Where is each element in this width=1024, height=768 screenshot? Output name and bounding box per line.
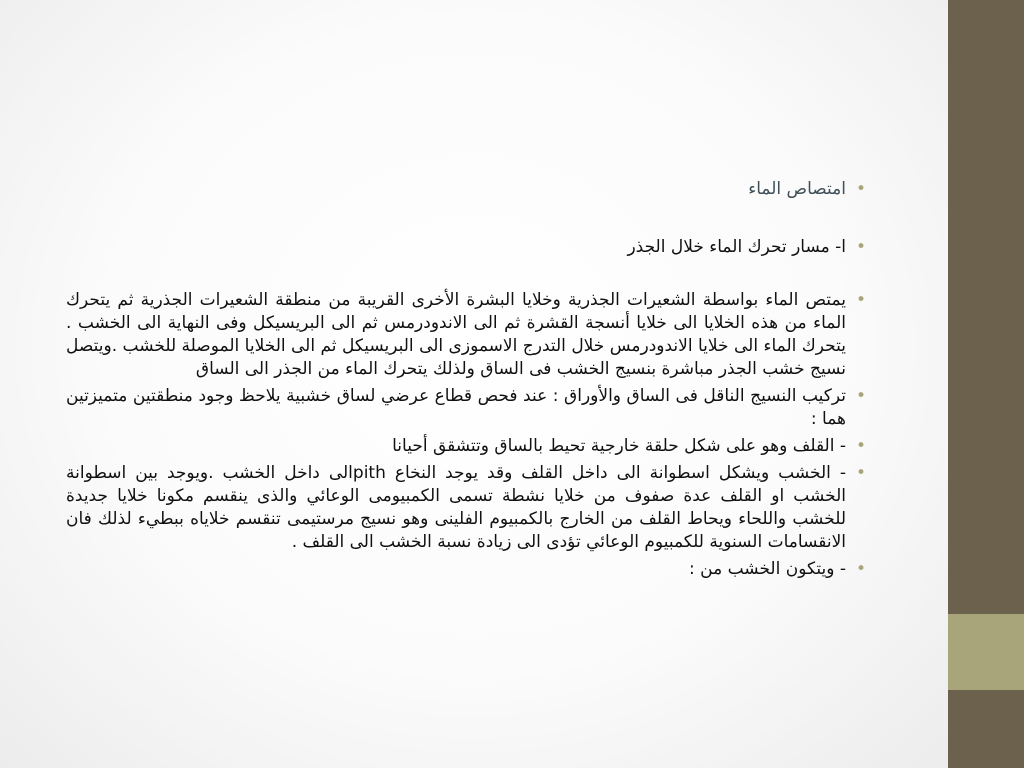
bullet-dot-icon: • (855, 559, 866, 579)
bullet-dot-icon: • (855, 386, 866, 406)
item-text: ا- مسار تحرك الماء خلال الجذر (627, 237, 846, 257)
bullet-item-title (66, 178, 866, 201)
bullet-item-paragraph-1 (66, 289, 866, 381)
item-text-after: الى داخل الخشب .ويوجد بين اسطوانة الخشب او القلف عدة صفوف من خلايا نشطة تسمى الكمبيومى الوعائي والذى ينقسم مكونا خلايا جديدة للخشب واللحاء ويحاط القلف من الخارج بالكمبيوم الفلينى وهو نسيج مرستيمى تنقسم خلاياه ببطيء لذلك فان الانقسامات السنوية للكمبيوم الوعائي تؤدى الى زيادة نسبة الخشب الى القلف . (66, 463, 846, 552)
bullet-item-bark (66, 435, 866, 458)
item-text: امتصاص الماء (748, 179, 846, 199)
bullet-dot-icon: • (855, 237, 866, 257)
bullet-item-wood (66, 462, 866, 554)
item-latin-term: pith (352, 463, 386, 483)
item-text: - القلف وهو على شكل حلقة خارجية تحيط بالساق وتتشقق أحيانا (392, 436, 846, 456)
bullet-dot-icon: • (855, 436, 866, 456)
bullet-item-paragraph-2 (66, 385, 866, 431)
item-text: يمتص الماء بواسطة الشعيرات الجذرية وخلايا البشرة الأخرى القريبة من منطقة الشعيرات الجذرية ثم يتحرك الماء من هذه الخلايا الى خلايا أنسجة القشرة ثم الى الاندودرمس ثم الى البريسيكل وفى النهاية الى الخشب . يتحرك الماء الى خلايا الاندودرمس خلال التدرج الاسموزى الى البريسيكل ثم الى الخلايا الموصلة للخشب .ويتصل نسيج خشب الجذر مباشرة بنسيج الخشب فى الساق ولذلك يتحرك الماء من الجذر الى الساق (66, 290, 846, 379)
item-text-before: - الخشب ويشكل اسطوانة الى داخل القلف وقد يوجد النخاع (385, 463, 846, 483)
bullet-item-wood-composition (66, 558, 866, 581)
bullet-dot-icon: • (855, 463, 866, 483)
bullet-item-subtitle (66, 236, 866, 259)
bullet-dot-icon: • (855, 290, 866, 310)
side-band-accent (948, 614, 1024, 690)
bullet-dot-icon: • (855, 179, 866, 199)
item-text: - ويتكون الخشب من : (689, 559, 846, 579)
side-band-dark-top (948, 0, 1024, 614)
item-text: تركيب النسيج الناقل فى الساق والأوراق : عند فحص قطاع عرضي لساق خشبية يلاحظ وجود منطقتين متميزتين هما : (66, 386, 846, 429)
slide-content (66, 178, 866, 581)
side-band-dark-bottom (948, 690, 1024, 768)
